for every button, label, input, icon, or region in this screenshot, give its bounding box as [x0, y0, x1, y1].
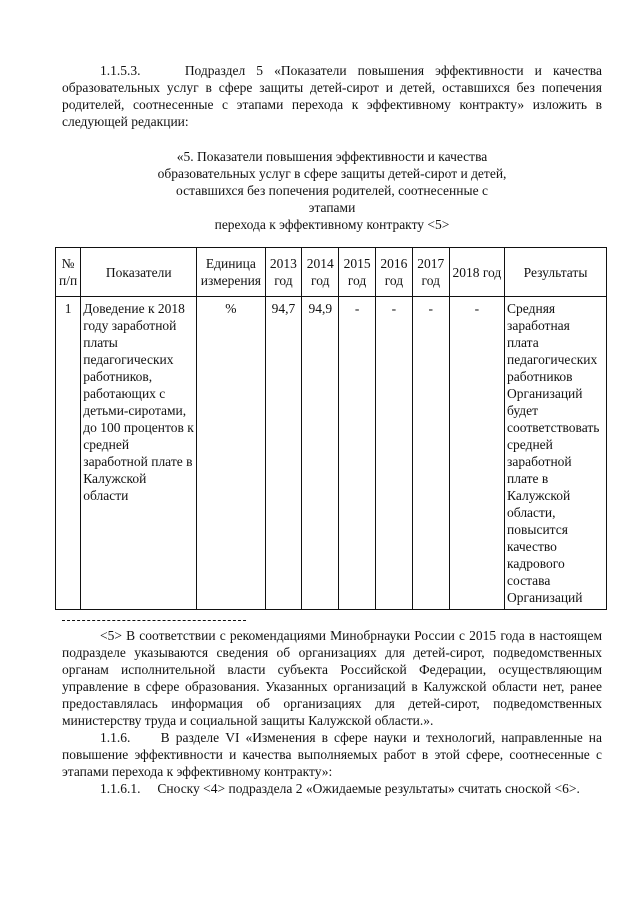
cell-2015: -	[339, 297, 376, 610]
cell-unit: %	[197, 297, 265, 610]
cell-2017: -	[412, 297, 449, 610]
cell-indicator: Доведение к 2018 году заработной платы педагогических работников, работающих с детьми-сиротами, до 100 процентов к средней заработной плате в Калужской области	[81, 297, 197, 610]
indicators-table	[55, 247, 607, 610]
footnote-divider	[62, 620, 246, 621]
intro-paragraph	[62, 62, 602, 130]
document-page	[59, 62, 602, 797]
table-header-row	[56, 248, 607, 297]
header-2013: 2013 год	[265, 248, 302, 297]
paragraph-item-number: 1.1.6.	[100, 730, 131, 745]
header-num: № п/п	[56, 248, 81, 297]
paragraph-text: В разделе VI «Изменения в сфере науки и технологий, направленные на повышение эффективности и качества выполняемых работ в этой сфере, соотнесенные с этапами перехода к эффективному контракту»:	[62, 730, 602, 779]
cell-num: 1	[56, 297, 81, 610]
header-unit: Единица измерения	[197, 248, 265, 297]
cell-2013: 94,7	[265, 297, 302, 610]
section-heading-line: образовательных услуг в сфере защиты детей-сирот и детей,	[157, 166, 507, 181]
paragraph-item-number: 1.1.6.1.	[100, 781, 141, 796]
table-row	[56, 297, 607, 610]
header-2017: 2017 год	[412, 248, 449, 297]
header-2016: 2016 год	[376, 248, 413, 297]
footnote-marker: <5>	[100, 628, 122, 643]
paragraph-1-1-6	[62, 729, 602, 780]
header-results: Результаты	[505, 248, 607, 297]
header-indicators: Показатели	[81, 248, 197, 297]
cell-2018: -	[449, 297, 504, 610]
header-2015: 2015 год	[339, 248, 376, 297]
paragraph-text: Сноску <4> подраздела 2 «Ожидаемые результаты» считать сноской <6>.	[157, 781, 580, 796]
cell-2016: -	[376, 297, 413, 610]
header-2018: 2018 год	[449, 248, 504, 297]
intro-text: Подраздел 5 «Показатели повышения эффективности и качества образовательных услуг в сфере защиты детей-сирот и детей, оставшихся без попечения родителей, соотнесенные с этапами перехода к эффективному контракту» изложить в следующей редакции:	[62, 63, 602, 129]
footnote-text: В соответствии с рекомендациями Минобрнауки России с 2015 года в настоящем подразделе указываются сведения об организациях для детей-сирот, подведомственных органам исполнительной власти субъекта Российской Федерации, осуществляющим управление в сфере образования. Указанных организаций в Калужской области нет, ранее предоставлялась информация об организациях для детей-сирот, подведомственных министерству труда и социальной защиты Калужской области.».	[62, 628, 602, 728]
cell-2014: 94,9	[302, 297, 339, 610]
section-heading-line: перехода к эффективному контракту <5>	[214, 217, 450, 232]
intro-item-number: 1.1.5.3.	[100, 63, 141, 78]
footnote-paragraph	[62, 627, 602, 729]
section-heading-line: оставшихся без попечения родителей, соотнесенные с этапами	[176, 183, 488, 215]
paragraph-1-1-6-1	[62, 780, 602, 797]
section-heading-line: «5. Показатели повышения эффективности и качества	[176, 149, 488, 164]
header-2014: 2014 год	[302, 248, 339, 297]
cell-result: Средняя заработная плата педагогических работников Организаций будет соответствовать средней заработной плате в Калужской области, повысится качество кадрового состава Организаций	[505, 297, 607, 610]
section-heading	[152, 148, 512, 233]
